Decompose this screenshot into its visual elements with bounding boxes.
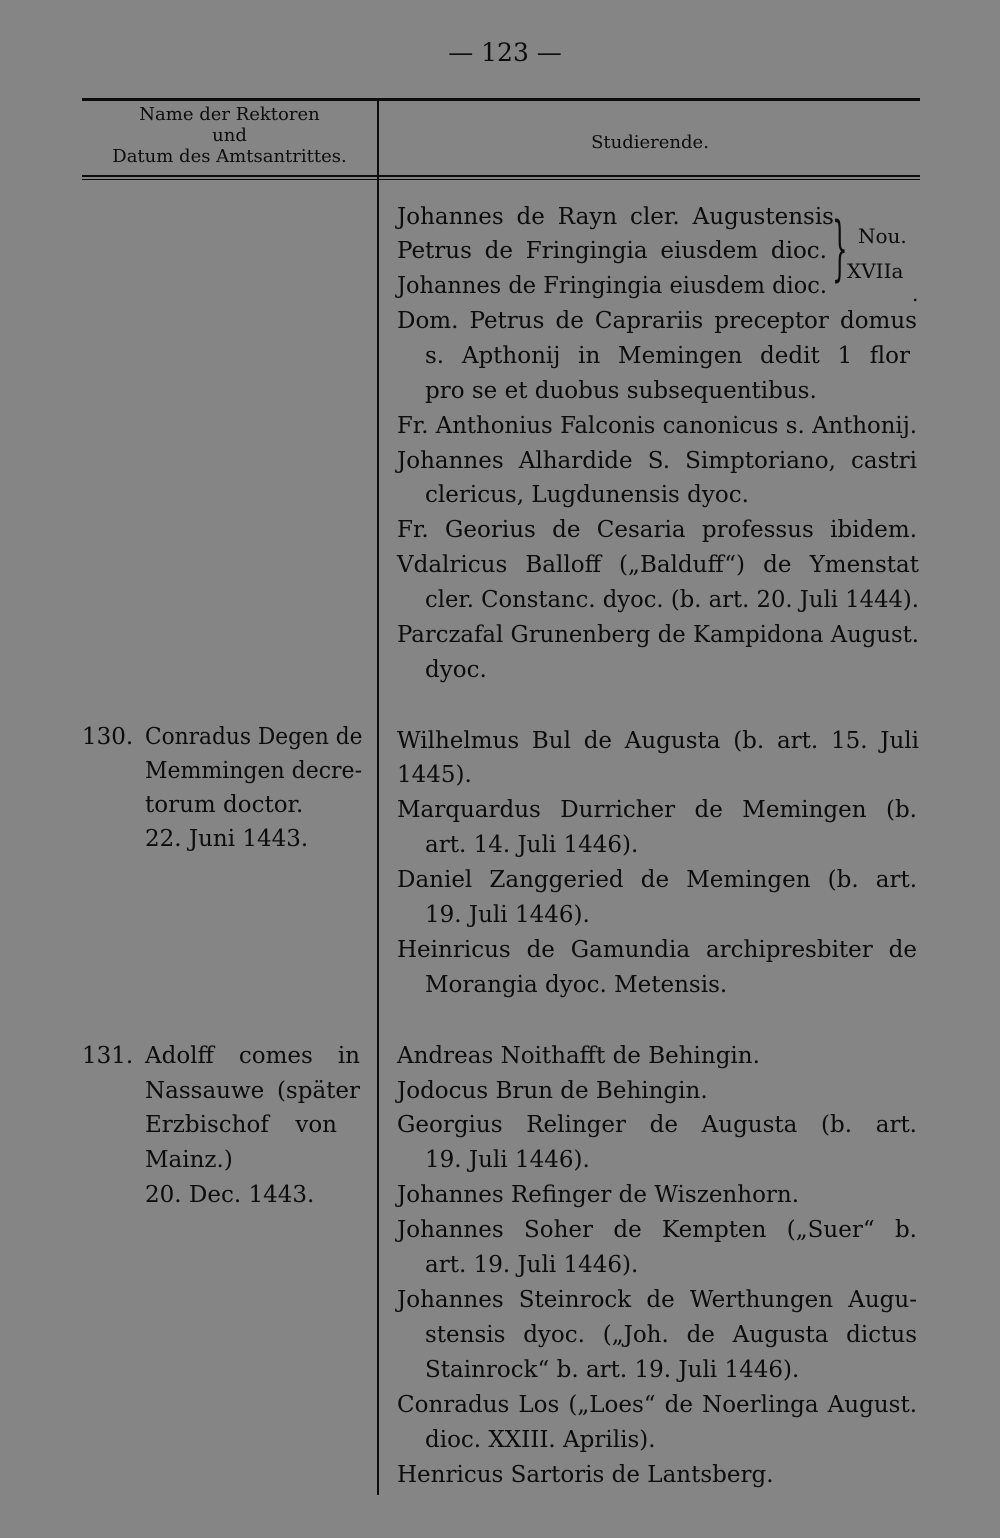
rector-line: Adolff comes in: [145, 1043, 360, 1069]
header-line: Name der Rektoren: [139, 104, 320, 125]
student-line: Vdalricus Balloff („Balduff“) de Ymenstat: [397, 552, 919, 578]
student-line: Johannes Refinger de Wiszenhorn.: [397, 1182, 800, 1208]
note-bottom: XVIIa: [847, 259, 904, 283]
student-line: Johannes Alhardide S. Simptoriano, castri: [397, 448, 917, 474]
rector-line: Erzbischof von: [145, 1112, 337, 1138]
student-line: Henricus Sartoris de Lantsberg.: [397, 1462, 774, 1488]
student-line: pro se et duobus subsequentibus.: [425, 378, 817, 404]
rector-number: 130.: [82, 724, 134, 750]
header-line: Datum des Amtsantrittes.: [112, 146, 347, 167]
student-line: Fr. Georius de Cesaria professus ibidem.: [397, 517, 917, 543]
student-line: Wilhelmus Bul de Augusta (b. art. 15. Juli: [397, 728, 919, 754]
rector-line: Conradus Degen de: [145, 724, 363, 750]
note-dot: .: [912, 282, 919, 306]
student-line: cler. Constanc. dyoc. (b. art. 20. Juli 1444).: [425, 587, 919, 613]
student-line: Johannes de Fringingia eiusdem dioc.: [397, 273, 827, 299]
student-line: art. 14. Juli 1446).: [425, 832, 639, 858]
header-bottom-rule: [82, 175, 920, 177]
student-line: Fr. Anthonius Falconis canonicus s. Anthonij.: [397, 413, 917, 439]
brace: }: [832, 207, 848, 289]
header-bottom-rule-2: [82, 179, 920, 180]
student-line: clericus, Lugdunensis dyoc.: [425, 482, 749, 508]
student-line: Morangia dyoc. Metensis.: [425, 972, 728, 998]
student-line: s. Apthonij in Memingen dedit 1 flor: [425, 343, 910, 369]
student-line: art. 19. Juli 1446).: [425, 1252, 639, 1278]
student-line: Jodocus Brun de Behingin.: [397, 1078, 708, 1104]
student-line: stensis dyoc. („Joh. de Augusta dictus: [425, 1322, 917, 1348]
rector-line: Memmingen decre-: [145, 758, 363, 784]
student-line: Marquardus Durricher de Memingen (b.: [397, 797, 917, 823]
student-line: 1445).: [397, 762, 472, 788]
student-line: Georgius Relinger de Augusta (b. art.: [397, 1112, 917, 1138]
rector-line: Nassauwe (später: [145, 1078, 360, 1104]
student-line: dioc. XXIII. Aprilis).: [425, 1427, 656, 1453]
student-line: Petrus de Fringingia eiusdem dioc.: [397, 238, 827, 264]
student-line: 19. Juli 1446).: [425, 902, 590, 928]
rector-number: 131.: [82, 1043, 134, 1069]
student-line: Dom. Petrus de Caprariis preceptor domus: [397, 308, 917, 334]
student-line: Johannes Steinrock de Werthungen Augu-: [397, 1287, 917, 1313]
header-line: und: [212, 125, 247, 146]
student-line: Stainrock“ b. art. 19. Juli 1446).: [425, 1357, 800, 1383]
note-top: Nou.: [858, 224, 907, 248]
column-header-students: Studierende.: [591, 132, 709, 153]
student-line: Andreas Noithafft de Behingin.: [397, 1043, 760, 1069]
student-line: Heinricus de Gamundia archipresbiter de: [397, 937, 917, 963]
page-number: — 123 —: [448, 38, 562, 67]
rector-line: 20. Dec. 1443.: [145, 1182, 315, 1208]
student-line: Daniel Zanggeried de Memingen (b. art.: [397, 867, 917, 893]
column-header-rectors: [82, 104, 377, 167]
column-divider: [377, 100, 379, 1495]
student-line: 19. Juli 1446).: [425, 1147, 590, 1173]
rector-line: 22. Juni 1443.: [145, 826, 309, 852]
student-line: Johannes Soher de Kempten („Suer“ b.: [397, 1217, 917, 1243]
header-top-rule: [82, 98, 920, 101]
student-line: Parczafal Grunenberg de Kampidona August.: [397, 622, 919, 648]
rector-line: Mainz.): [145, 1147, 233, 1173]
student-line: dyoc.: [425, 657, 487, 683]
student-line: Johannes de Rayn cler. Augustensis: [397, 204, 834, 230]
student-line: Conradus Los („Loes“ de Noerlinga August.: [397, 1392, 917, 1418]
rector-line: torum doctor.: [145, 792, 304, 818]
